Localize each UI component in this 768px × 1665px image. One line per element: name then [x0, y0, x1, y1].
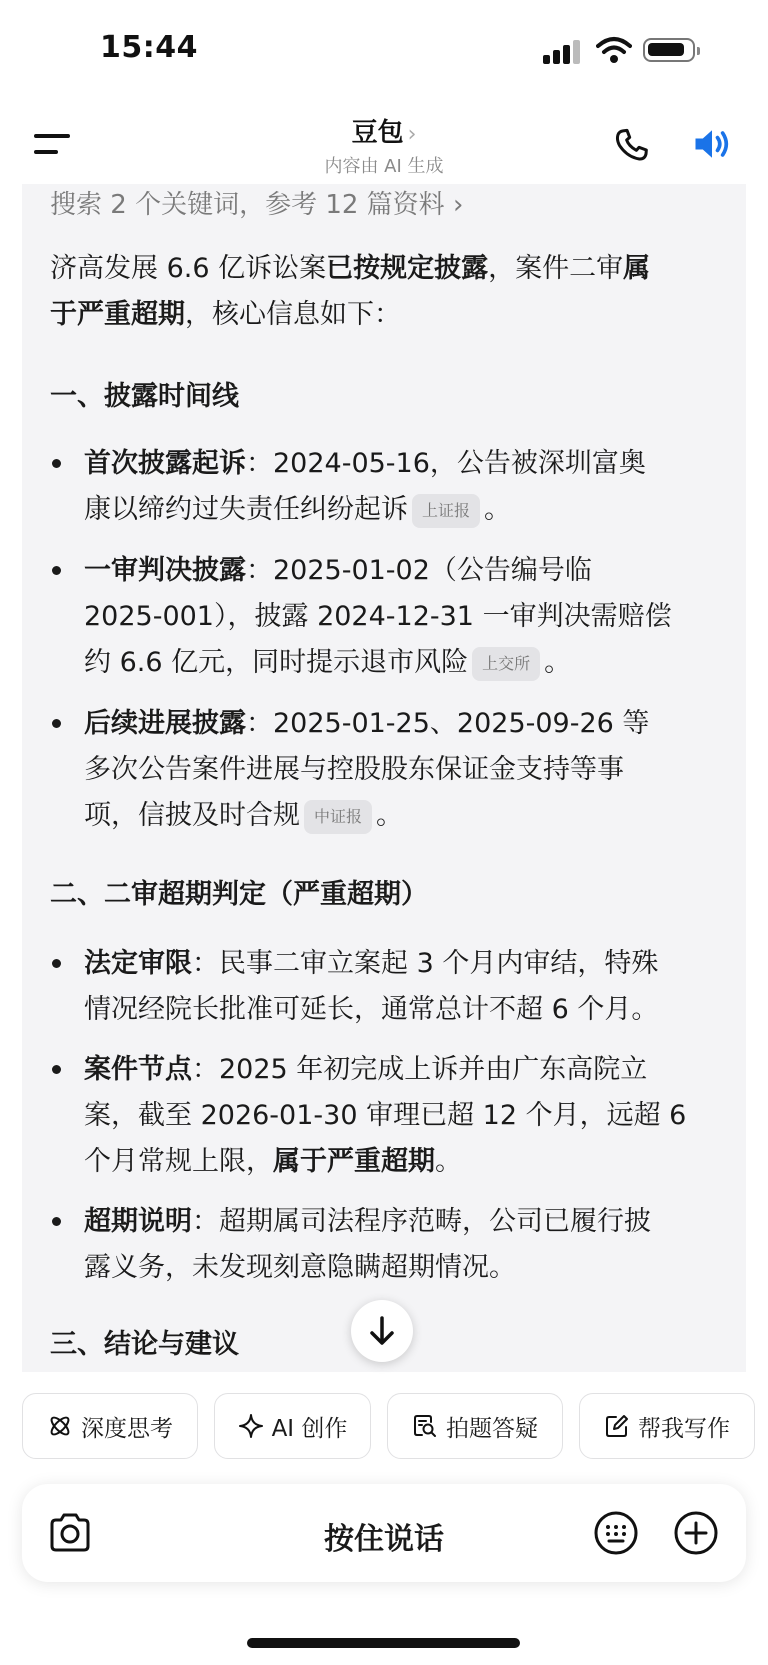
edit-icon: [604, 1413, 630, 1439]
bot-name: 豆包: [351, 118, 404, 148]
keyboard-icon: [593, 1510, 639, 1556]
chip-label: 拍题答疑: [446, 1415, 538, 1442]
chip-label: 帮我写作: [638, 1415, 730, 1442]
search-doc-icon: [412, 1413, 438, 1439]
list-item-cont: 露义务，未发现刻意隐瞒超期情况。: [84, 1252, 516, 1283]
intro-line-2: 于严重超期，核心信息如下：: [50, 299, 401, 330]
wifi-icon: [596, 36, 632, 68]
atom-icon: [47, 1413, 73, 1439]
bullet-dot: [52, 1065, 61, 1074]
chevron-right-icon: ›: [452, 190, 464, 220]
bullet-dot: [52, 959, 61, 968]
keyboard-button[interactable]: [593, 1510, 639, 1560]
list-item-cont: 情况经院长批准可延长，通常总计不超 6 个月。: [84, 994, 659, 1025]
plus-circle-icon: [673, 1510, 719, 1556]
photo-question-chip[interactable]: [387, 1393, 563, 1459]
help-write-chip[interactable]: [579, 1393, 755, 1459]
bullet-dot: [52, 1217, 61, 1226]
source-tag[interactable]: 上证报: [412, 494, 480, 528]
battery-icon: [643, 38, 695, 62]
list-item-cont: 个月常规上限，属于严重超期。: [84, 1146, 462, 1177]
bullet-dot: [52, 719, 61, 728]
section-heading-overdue: 二、二审超期判定（严重超期）: [50, 879, 428, 910]
composer-bar: [22, 1484, 746, 1582]
list-item: 后续进展披露：2025-01-25、2025-09-26 等: [84, 708, 650, 739]
list-item-cont: 项，信披及时合规 中证报 。: [84, 793, 403, 839]
chevron-right-icon: ›: [407, 122, 417, 147]
phone-call-button[interactable]: [612, 125, 652, 169]
ai-generated-notice: 内容由 AI 生成: [324, 156, 444, 177]
speaker-button[interactable]: [690, 122, 734, 170]
list-item: 超期说明：超期属司法程序范畴，公司已履行披: [84, 1206, 651, 1237]
chat-title[interactable]: [0, 112, 768, 149]
list-item-cont: 康以缔约过失责任纠纷起诉 上证报 。: [84, 487, 511, 533]
list-item-cont: 多次公告案件进展与控股股东保证金支持等事: [84, 754, 624, 785]
list-item: 案件节点：2025 年初完成上诉并由广东高院立: [84, 1054, 648, 1085]
home-indicator: [247, 1638, 520, 1648]
search-summary[interactable]: 搜索 2 个关键词，参考 12 篇资料 ›: [50, 190, 464, 220]
deep-think-chip[interactable]: [22, 1393, 198, 1459]
list-item: 法定审限：民事二审立案起 3 个月内审结，特殊: [84, 948, 659, 979]
list-item-cont: 案，截至 2026-01-30 审理已超 12 个月，远超 6: [84, 1100, 687, 1131]
sparkle-icon: [238, 1413, 264, 1439]
add-button[interactable]: [673, 1510, 719, 1560]
list-item-cont: 约 6.6 亿元，同时提示退市风险 上交所 。: [84, 640, 571, 686]
list-item: 首次披露起诉：2024-05-16，公告被深圳富奥: [84, 448, 646, 479]
assistant-message: [22, 184, 746, 1372]
cellular-signal-icon: [543, 38, 583, 64]
source-tag[interactable]: 上交所: [472, 647, 540, 681]
chip-label: AI 创作: [271, 1415, 348, 1442]
ai-create-chip[interactable]: [214, 1393, 371, 1459]
scroll-to-bottom-button[interactable]: [351, 1300, 413, 1362]
hold-to-talk-button[interactable]: 按住说话: [324, 1522, 444, 1557]
arrow-down-icon: [351, 1300, 413, 1362]
bullet-dot: [52, 566, 61, 575]
bullet-dot: [52, 459, 61, 468]
list-item: 一审判决披露：2025-01-02（公告编号临: [84, 555, 592, 586]
section-heading-timeline: 一、披露时间线: [50, 381, 239, 412]
intro-line-1: 济高发展 6.6 亿诉讼案已按规定披露，案件二审属: [50, 253, 651, 284]
list-item-cont: 2025-001），披露 2024-12-31 一审判决需赔偿: [84, 601, 672, 632]
chip-label: 深度思考: [81, 1415, 173, 1442]
source-tag[interactable]: 中证报: [304, 800, 372, 834]
status-time: 15:44: [100, 30, 198, 65]
section-heading-conclusion: 三、结论与建议: [50, 1329, 239, 1360]
